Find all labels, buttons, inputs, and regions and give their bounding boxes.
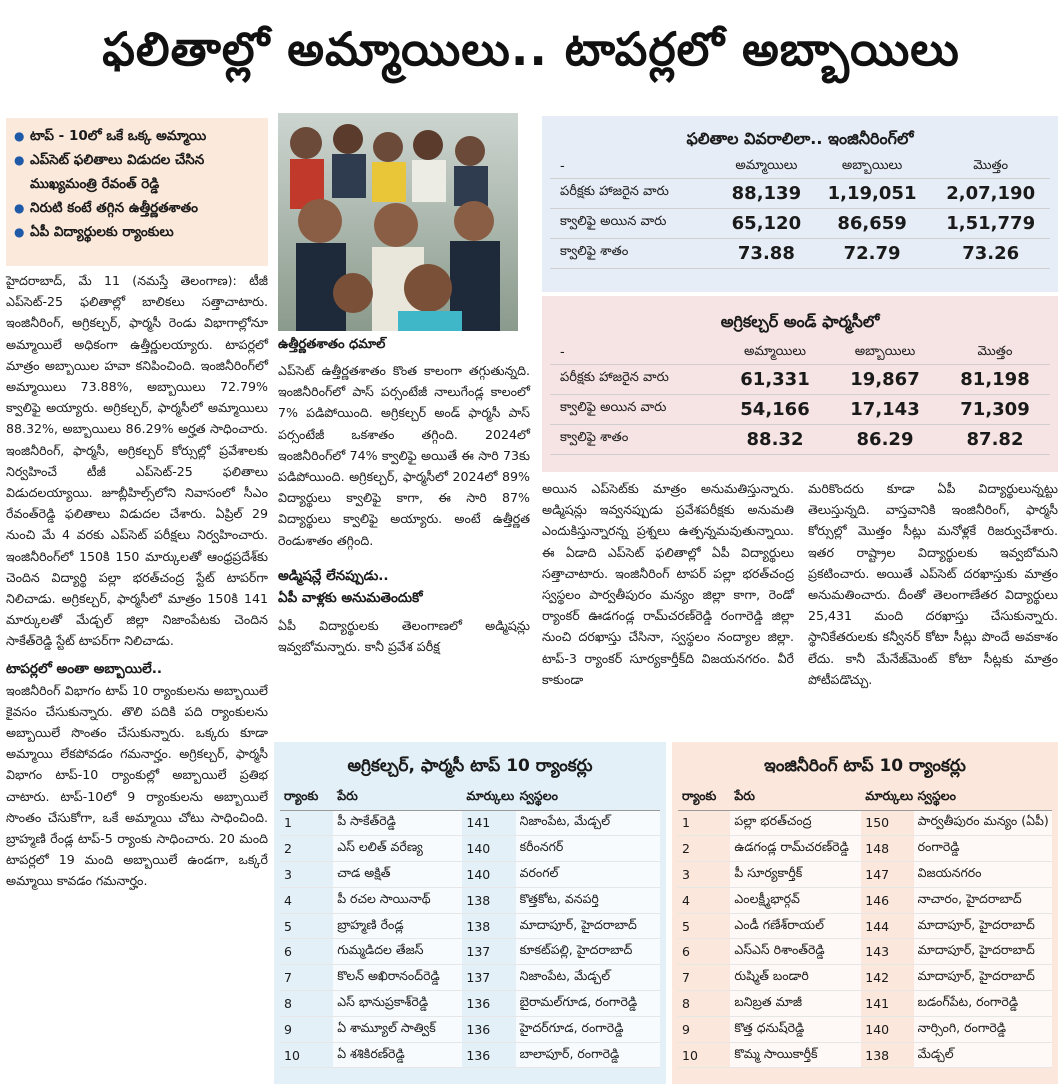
table-row <box>678 1016 1052 1042</box>
highlight-item: ● ఎప్‌సెట్ ఫలితాలు విడుదల చేసిన ముఖ్యమంత్రి రేవంత్ రెడ్డి <box>12 148 262 196</box>
name-cell: ఏ శామ్యూల్ సాత్విక్ <box>333 1016 462 1042</box>
name-cell: ఏ శశికిరణ్‌రెడ్డి <box>333 1042 462 1068</box>
stats-row <box>550 424 1050 454</box>
place-cell: నిజాంపేట, మేడ్చల్ <box>516 810 660 836</box>
name-cell: బనిబ్రత మాజీ <box>730 991 861 1017</box>
table-row <box>678 939 1052 965</box>
rank-cell: 10 <box>678 1042 730 1068</box>
value-cell: 86,659 <box>813 208 932 238</box>
header-cell: మార్కులు <box>462 786 515 810</box>
place-cell: నిజాంపేట, మేడ్చల్ <box>516 965 660 991</box>
value-cell: 73.26 <box>931 238 1050 268</box>
rank-cell: 7 <box>280 965 333 991</box>
marks-cell: 136 <box>462 991 515 1017</box>
place-cell: మాదాపూర్, హైదరాబాద్ <box>914 939 1052 965</box>
value-cell: 88.32 <box>720 424 830 454</box>
name-cell: పీ సూర్యకార్తీక్ <box>730 862 861 888</box>
article-body: ఇంజినీరింగ్ విభాగం టాప్ 10 ర్యాంకులను అబ్బాయిలే కైవసం చేసుకున్నారు. తొలి పదికి పది ర్యాంకులను అబ్బాయిలే సొంతం చేసుకున్నారు. ఒక్కరు కూడా అమ్మాయి లేకపోవడం గమనార్హం. అగ్రికల్చర్, ఫార్మసీ విభాగం టాప్-10 ర్యాంకుల్లో అబ్బాయిలే ప్రతిభ చాటారు. టాప్-10లో 9 ర్యాంకులను అబ్బాయిలే సొంతం చేసుకోగా, ఒకే అమ్మాయి చోటు సాధించింది. బ్రాహ్మణి రేండ్ల టాప్-5 ర్యాంకు సాధించారు. 20 మంది టాపర్లలో 19 మంది అబ్బాయిలే ఉండగా, ఒక్కరే అమ్మాయి కావడం గమనార్హం. <box>6 682 268 889</box>
rankers-table <box>678 786 1052 1068</box>
value-cell: 61,331 <box>720 364 830 394</box>
table-row <box>280 887 660 913</box>
place-cell: విజయనగరం <box>914 862 1052 888</box>
marks-cell: 141 <box>861 991 913 1017</box>
rank-cell: 9 <box>678 1016 730 1042</box>
subhead: ఏపీ వాళ్లకు అనుమతెందుకో <box>278 589 423 606</box>
place-cell: మాదాపూర్, హైదరాబాద్ <box>914 913 1052 939</box>
row-label: క్వాలిఫై శాతం <box>550 238 720 268</box>
marks-cell: 138 <box>861 1042 913 1068</box>
name-cell: కొత్త ధనుష్‌రెడ్డి <box>730 1016 861 1042</box>
header-cell: పేరు <box>333 786 462 810</box>
place-cell: వరంగల్ <box>516 862 660 888</box>
stats-row <box>550 178 1050 208</box>
rank-cell: 1 <box>678 810 730 836</box>
value-cell: 54,166 <box>720 394 830 424</box>
article-body: ఏపీ విద్యార్థులకు తెలంగాణలో అడ్మిషన్లు ఇవ్వబోమన్నారు. కానీ ప్రవేశ పరీక్ష <box>278 617 530 655</box>
table-row <box>280 836 660 862</box>
name-cell: పల్లా భరత్‌చంద్ర <box>730 810 861 836</box>
rank-cell: 6 <box>280 939 333 965</box>
table-row <box>678 965 1052 991</box>
name-cell: గుమ్మడిదల తేజస్ <box>333 939 462 965</box>
name-cell: కొమ్మ సాయికార్తీక్ <box>730 1042 861 1068</box>
stats-row <box>550 238 1050 268</box>
value-cell: 71,309 <box>940 394 1050 424</box>
table-row <box>280 1042 660 1068</box>
place-cell: మేడ్చల్ <box>914 1042 1052 1068</box>
subhead: టాపర్లలో అంతా అబ్బాయిలే.. <box>6 660 162 677</box>
value-cell: 2,07,190 <box>931 178 1050 208</box>
value-cell: 1,19,051 <box>813 178 932 208</box>
value-cell: 65,120 <box>720 208 813 238</box>
value-cell: 87.82 <box>940 424 1050 454</box>
table-row <box>280 939 660 965</box>
header-cell: స్వస్థలం <box>914 786 1052 810</box>
rank-cell: 10 <box>280 1042 333 1068</box>
highlight-item: ● ఏపీ విద్యార్థులకు ర్యాంకులు <box>12 220 262 244</box>
stats-row <box>550 394 1050 424</box>
table-row <box>280 991 660 1017</box>
header-cell: స్వస్థలం <box>516 786 660 810</box>
panel-title: అగ్రికల్చర్, ఫార్మసీ టాప్ 10 ర్యాంకర్లు <box>347 756 593 776</box>
table-row <box>678 862 1052 888</box>
place-cell: మాదాపూర్, హైదరాబాద్ <box>516 913 660 939</box>
value-cell: 19,867 <box>830 364 940 394</box>
table-row <box>280 913 660 939</box>
stats-row <box>550 208 1050 238</box>
panel-title: ఇంజినీరింగ్ టాప్ 10 ర్యాంకర్లు <box>764 756 966 776</box>
article-body: అయిన ఎప్‌సెట్‌కు మాత్రం అనుమతిస్తున్నారు. అడ్మిషన్లు ఇవ్వనప్పుడు ప్రవేశపరీక్షకు అనుమతి ఎందుకిస్తున్నారన్న ప్రశ్నలు ఉత్పన్నమవుతున్నాయి. ఈ ఏడాది ఎప్‌సెట్ ఫలితాల్లో ఏపీ విద్యార్థులు సత్తాచాటారు. ఇంజినీరింగ్ టాపర్ పల్లా భరత్‌చంద్ర స్వస్థలం పార్వతీపురం మన్యం జిల్లా కాగా, రెండో ర్యాంకర్ ఊడగండ్ల రామ్‌చరణ్‌రెడ్డి రంగారెడ్డి జిల్లా నుంచి దరఖాస్తు చేసినా, స్వస్థలం నంద్యాల జిల్లా. టాప్-3 ర్యాంకర్ సూర్యకార్తీక్‌ది విజయనగరం. వీరే కాకుండా <box>542 481 794 687</box>
marks-cell: 148 <box>861 836 913 862</box>
name-cell: కొలన్ అఖిరానంద్‌రెడ్డి <box>333 965 462 991</box>
table-row <box>678 810 1052 836</box>
highlight-item: ● టాప్ - 10లో ఒకే ఒక్క అమ్మాయి <box>12 124 262 148</box>
place-cell: కొత్తకోట, వనపర్తి <box>516 887 660 913</box>
place-cell: నార్సింగి, రంగారెడ్డి <box>914 1016 1052 1042</box>
name-cell: ఎస్ఎస్ రిశాంత్‌రెడ్డి <box>730 939 861 965</box>
article-body: ఎప్‌సెట్ ఉత్తీర్ణతశాతం కొంత కాలంగా తగ్గుతున్నది. ఇంజినీరింగ్‌లో పాస్ పర్సంటేజీ నాలుగేండ్ల కాలంలో 7% పడిపోయింది. అగ్రికల్చర్ అండ్ ఫార్మసీ పాస్ పర్సంటేజీ ఒకశాతం తగ్గింది. 2024లో ఇంజినీరింగ్‌లో 74% క్వాలిఫై అయితే ఈ సారి 73కు పడిపోయింది. అగ్రికల్చర్, ఫార్మసీలో 2024లో 89% విద్యార్థులు క్వాలిఫై కాగా, ఈ సారి 87% విద్యార్థులు క్వాలిఫై అయ్యారు. అంటే ఉత్తీర్ణత రెండుశాతం తగ్గింది. <box>278 363 530 548</box>
place-cell: కూకట్‌పల్లి, హైదరాబాద్ <box>516 939 660 965</box>
place-cell: బైరామల్‌గూడ, రంగారెడ్డి <box>516 991 660 1017</box>
marks-cell: 138 <box>462 913 515 939</box>
rank-cell: 2 <box>280 836 333 862</box>
students-photo <box>278 113 518 331</box>
value-cell: 72.79 <box>813 238 932 268</box>
article-body: మరికొందరు కూడా ఏపీ విద్యార్థులున్నట్టు తెలుస్తున్నది. వాస్తవానికి ఇంజినీరింగ్, ఫార్మసీ కోర్సుల్లో మొత్తం సీట్లు మనోళ్లకే రిజర్వుచేశారు. ఇతర రాష్ట్రాల విద్యార్థులకు ఇవ్వబోమని ప్రకటించారు. అయితే ఎప్‌సెట్ దరఖాస్తుకు మాత్రం అనుమతించారు. దీంతో తెలంగాణేతర విద్యార్థులు 25,431 మంది దరఖాస్తు చేసుకున్నారు. స్థానికేతరులకు కన్వీనర్ కోటా సీట్లు పొందే అవకాశం లేదు. కానీ మేనేజ్‌మెంట్ కోటా సీట్లకు మాత్రం పోటీపడొచ్చు. <box>808 481 1058 687</box>
rank-cell: 6 <box>678 939 730 965</box>
marks-cell: 144 <box>861 913 913 939</box>
article-column-2 <box>278 360 530 657</box>
place-cell: కరీంనగర్ <box>516 836 660 862</box>
place-cell: బడంగ్‌పేట, రంగారెడ్డి <box>914 991 1052 1017</box>
rank-cell: 4 <box>678 887 730 913</box>
subhead: అడ్మిషన్లే లేనప్పుడు.. <box>278 567 389 584</box>
marks-cell: 136 <box>462 1016 515 1042</box>
rank-cell: 4 <box>280 887 333 913</box>
header-cell: అమ్మాయిలు <box>720 156 813 178</box>
article-column-1 <box>6 270 268 892</box>
value-cell: 73.88 <box>720 238 813 268</box>
rank-cell: 3 <box>678 862 730 888</box>
name-cell: పీ సాకేత్‌రెడ్డి <box>333 810 462 836</box>
marks-cell: 150 <box>861 810 913 836</box>
table-row <box>280 810 660 836</box>
header-cell: అబ్బాయిలు <box>830 342 940 364</box>
table-row <box>678 836 1052 862</box>
rank-cell: 2 <box>678 836 730 862</box>
name-cell: రుష్మిత్ బండారి <box>730 965 861 991</box>
row-label: క్వాలిఫై అయిన వారు <box>550 208 720 238</box>
table-row <box>280 1016 660 1042</box>
marks-cell: 136 <box>462 1042 515 1068</box>
value-cell: 88,139 <box>720 178 813 208</box>
place-cell: మాదాపూర్, హైదరాబాద్ <box>914 965 1052 991</box>
place-cell: బాలాపూర్, రంగారెడ్డి <box>516 1042 660 1068</box>
value-cell: 17,143 <box>830 394 940 424</box>
value-cell: 86.29 <box>830 424 940 454</box>
place-cell: రంగారెడ్డి <box>914 836 1052 862</box>
rank-cell: 3 <box>280 862 333 888</box>
value-cell: 81,198 <box>940 364 1050 394</box>
engineering-stats-panel <box>542 116 1058 292</box>
marks-cell: 140 <box>861 1016 913 1042</box>
photo-caption: ఉత్తీర్ణతశాతం ధమాల్ <box>278 337 386 352</box>
header-cell: పేరు <box>730 786 861 810</box>
engineering-top10-panel <box>672 742 1058 1084</box>
rank-cell: 1 <box>280 810 333 836</box>
headline: ఫలితాల్లో అమ్మాయిలు.. టాపర్లలో అబ్బాయిలు <box>102 22 960 76</box>
panel-title: ఫలితాల వివరాలిలా.. ఇంజినీరింగ్‌లో <box>686 129 914 148</box>
place-cell: పార్వతీపురం మన్యం (ఏపీ) <box>914 810 1052 836</box>
marks-cell: 147 <box>861 862 913 888</box>
row-label: పరీక్షకు హాజరైన వారు <box>550 364 720 394</box>
marks-cell: 143 <box>861 939 913 965</box>
stats-table <box>550 342 1050 455</box>
agriculture-stats-panel <box>542 296 1058 472</box>
marks-cell: 142 <box>861 965 913 991</box>
header-cell: ర్యాంకు <box>678 786 730 810</box>
rank-cell: 9 <box>280 1016 333 1042</box>
highlights-box <box>6 118 268 266</box>
rank-cell: 5 <box>280 913 333 939</box>
name-cell: చాడ అక్షిత్ <box>333 862 462 888</box>
header-cell: అబ్బాయిలు <box>813 156 932 178</box>
name-cell: ఉడగండ్ల రామ్‌చరణ్‌రెడ్డి <box>730 836 861 862</box>
header-cell: మార్కులు <box>861 786 913 810</box>
rank-cell: 5 <box>678 913 730 939</box>
name-cell: ఎస్ భానుప్రకాశ్‌రెడ్డి <box>333 991 462 1017</box>
article-body: హైదరాబాద్, మే 11 (నమస్తే తెలంగాణ): టీజీ ఎప్‌సెట్-25 ఫలితాల్లో బాలికలు సత్తాచాటారు. ఇంజినీరింగ్, అగ్రికల్చర్, ఫార్మసీ రెండు విభాగాల్లోనూ అమ్మాయిలే అధికంగా ఉత్తీర్ణులయ్యారు. టాపర్లలో మాత్రం అబ్బాయిల హవా కనిపించింది. ఇంజినీరింగ్‌లో అమ్మాయిలు 73.88%, అబ్బాయిలు 72.79% క్వాలిఫై అయ్యారు. అగ్రికల్చర్, ఫార్మసీలో అమ్మాయిలు 88.32%, అబ్బాయిలు 86.29% అర్హత సాధించారు. ఇంజినీరింగ్, ఫార్మసీ, అగ్రికల్చర్ కోర్సుల్లో ప్రవేశాలకు నిర్వహించే టీజీ ఎప్‌సెట్-25 ఫలితాలు విడుదలయ్యాయి. జూబ్లీహిల్స్‌లోని నివాసంలో సీఎం రేవంత్‌రెడ్డి ఫలితాలు విడుదల చేశారు. ఏప్రిల్ 29 నుంచి మే 4 వరకు ఎప్‌సెట్ పరీక్షలు నిర్వహించారు. ఇంజినీరింగ్‌లో 150కి 150 మార్కులతో ఆంధ్రప్రదేశ్‌కు చెందిన విద్యార్థి పల్లా భరత్‌చంద్ర స్టేట్ టాపర్‌గా నిలిచాడు. అగ్రికల్చర్, ఫార్మసీలో మాత్రం 150కి 141 మార్కులతో మేడ్చల్ జిల్లా నిజాంపేటకు చెందిన సాకేత్‌రెడ్డి స్టేట్ టాపర్‌గా నిలిచాడు. <box>6 273 268 649</box>
name-cell: ఎస్ లలిత్ వరేణ్య <box>333 836 462 862</box>
stats-row <box>550 364 1050 394</box>
value-cell: 1,51,779 <box>931 208 1050 238</box>
stats-table <box>550 156 1050 269</box>
marks-cell: 138 <box>462 887 515 913</box>
header-cell: - <box>550 156 720 178</box>
marks-cell: 140 <box>462 862 515 888</box>
marks-cell: 137 <box>462 965 515 991</box>
name-cell: ఎంలక్ష్మీభార్గవ్ <box>730 887 861 913</box>
marks-cell: 146 <box>861 887 913 913</box>
header-cell: మొత్తం <box>931 156 1050 178</box>
rank-cell: 7 <box>678 965 730 991</box>
name-cell: ఎండీ గణేశ్‌రాయల్ <box>730 913 861 939</box>
row-label: క్వాలిఫై శాతం <box>550 424 720 454</box>
table-row <box>678 1042 1052 1068</box>
table-row <box>678 991 1052 1017</box>
rankers-table <box>280 786 660 1068</box>
table-row <box>678 913 1052 939</box>
article-column-3 <box>542 478 794 690</box>
row-label: క్వాలిఫై అయిన వారు <box>550 394 720 424</box>
row-label: పరీక్షకు హాజరైన వారు <box>550 178 720 208</box>
article-column-4 <box>808 478 1058 690</box>
table-row <box>678 887 1052 913</box>
table-row <box>280 965 660 991</box>
place-cell: నాచారం, హైదరాబాద్ <box>914 887 1052 913</box>
name-cell: బ్రాహ్మణి రేండ్ల <box>333 913 462 939</box>
highlight-item: ● నిరుటి కంటే తగ్గిన ఉత్తీర్ణతశాతం <box>12 196 262 220</box>
header-cell: ర్యాంకు <box>280 786 333 810</box>
header-cell: - <box>550 342 720 364</box>
marks-cell: 141 <box>462 810 515 836</box>
header-cell: అమ్మాయిలు <box>720 342 830 364</box>
header-cell: మొత్తం <box>940 342 1050 364</box>
rank-cell: 8 <box>280 991 333 1017</box>
marks-cell: 137 <box>462 939 515 965</box>
marks-cell: 140 <box>462 836 515 862</box>
rank-cell: 8 <box>678 991 730 1017</box>
place-cell: హైదర్‌గూడ, రంగారెడ్డి <box>516 1016 660 1042</box>
table-row <box>280 862 660 888</box>
agriculture-top10-panel <box>274 742 666 1084</box>
name-cell: పీ రచల సాయినాథ్ <box>333 887 462 913</box>
panel-title: అగ్రికల్చర్ అండ్ ఫార్మసీలో <box>720 312 880 331</box>
